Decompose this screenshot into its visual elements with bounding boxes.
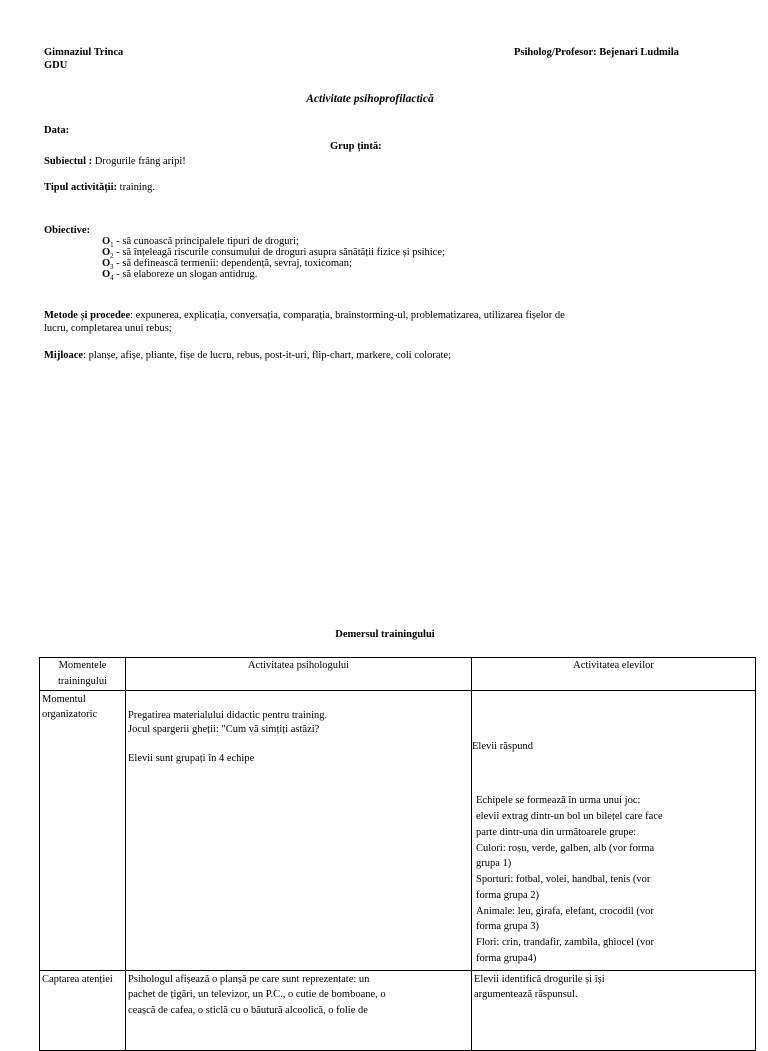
school-line-1: Gimnaziul Trinca	[44, 47, 124, 58]
methods-text-2: lucru, completarea unui rebus;	[44, 323, 172, 335]
objective-code: O	[102, 269, 111, 280]
cell-line: Culori: roșu, verde, galben, alb (vor forma	[476, 842, 655, 854]
subject-label: Subiectul :	[44, 156, 93, 167]
cell-line: elevii extrag dintr-un bol un bilețel care face	[476, 811, 663, 822]
objective-code: O	[102, 247, 111, 258]
means-label: Mijloace	[44, 350, 84, 361]
cell-line: forma grupa 3)	[476, 921, 539, 933]
cell-line: Psihologul afișează o planșă pe care sunt reprezentate: un	[128, 973, 370, 985]
objective-text: - să înțeleagă riscurile consumului de droguri asupra sănătății fizice și psihice;	[113, 247, 445, 258]
objective-index: 2	[110, 252, 114, 261]
cell-line: Flori: crin, trandafir, zambila, ghiocel (vor	[476, 937, 655, 948]
objective-code: O	[102, 258, 111, 269]
table-header-row	[40, 658, 756, 691]
objective-text: - să definească termenii: dependență, sevraj, toxicoman;	[113, 258, 352, 269]
school-line-2: GDU	[44, 60, 68, 72]
subject-line	[44, 155, 186, 168]
students-cell	[472, 970, 756, 1050]
header-students: Activitatea elevilor	[472, 658, 756, 691]
methods-label: Metode și procedee	[44, 310, 131, 321]
activity-type-value: training.	[119, 182, 155, 193]
table-row	[40, 690, 756, 970]
moment-cell: Momentul organizatoric	[40, 690, 126, 970]
table-row	[40, 970, 756, 1050]
objective-text: - să cunoască principalele tipuri de droguri;	[113, 236, 299, 247]
objective-index: 1	[110, 241, 114, 250]
cell-line: Elevii răspund	[472, 740, 533, 752]
school-name	[44, 46, 123, 72]
objectives-label: Obiective:	[44, 225, 91, 236]
means-text: : planșe, afișe, pliante, fișe de lucru, rebus, post-it-uri, flip-chart, markere, coli colorate;	[83, 350, 452, 361]
cell-line: ceașcă de cafea, o sticlă cu o băutură alcoolică, o folie de	[128, 1005, 368, 1016]
cell-line: Elevii identifică drogurile și își	[474, 973, 605, 985]
header-moments: Momentele trainingului	[40, 658, 126, 691]
psychologist-cell	[126, 690, 472, 970]
cell-line: Animale: leu, girafa, elefant, crocodil (vor	[476, 905, 654, 917]
subject-value: Drogurile frâng aripi!	[94, 156, 186, 167]
date-label: Data:	[44, 125, 70, 136]
objective-item	[102, 268, 257, 283]
cell-line: Echipele se formează în urma unui joc:	[476, 795, 641, 807]
target-group-label: Grup țintă:	[330, 141, 382, 152]
cell-line: Elevii sunt grupați în 4 echipe	[128, 752, 255, 764]
cell-line: Pregatirea materialului didactic pentru training.	[128, 709, 328, 721]
objective-index: 4	[110, 274, 114, 283]
header-psychologist: Activitatea psihologului	[126, 658, 472, 691]
table-title: Demersul trainingului	[335, 629, 435, 640]
activity-type-line	[44, 181, 155, 194]
cell-line: Jocul spargerii gheții: "Cum vă simțiți astăzi?	[128, 724, 320, 736]
moment-cell: Captarea atenției	[40, 970, 126, 1050]
page-title: Activitate psihoprofilactică	[306, 93, 434, 105]
cell-line: forma grupa4)	[476, 952, 537, 964]
students-cell	[472, 690, 756, 970]
objective-code: O	[102, 236, 111, 247]
cell-line: grupa 1)	[476, 858, 512, 870]
cell-line: argumentează răspunsul.	[474, 989, 578, 1001]
cell-line: forma grupa 2)	[476, 889, 539, 901]
means-line	[44, 349, 451, 362]
methods-text-1: : expunerea, explicația, conversația, comparația, brainstorming-ul, problematizarea, utilizarea fișelor de	[130, 310, 565, 321]
training-table	[39, 657, 756, 1051]
activity-type-label: Tipul activității:	[44, 182, 118, 193]
author: Psiholog/Profesor: Bejenari Ludmila	[514, 47, 679, 58]
methods-paragraph	[44, 309, 644, 335]
cell-line: parte dintr-una din următoarele grupe:	[476, 826, 637, 838]
cell-line: pachet de țigări, un televizor, un P.C., o cutie de bomboane, o	[128, 989, 386, 1001]
objective-index: 3	[110, 263, 114, 272]
cell-line: Sporturi: fotbal, volei, handbal, tenis (vor	[476, 874, 651, 885]
psychologist-cell	[126, 970, 472, 1050]
objective-text: - să elaboreze un slogan antidrug.	[113, 269, 258, 280]
